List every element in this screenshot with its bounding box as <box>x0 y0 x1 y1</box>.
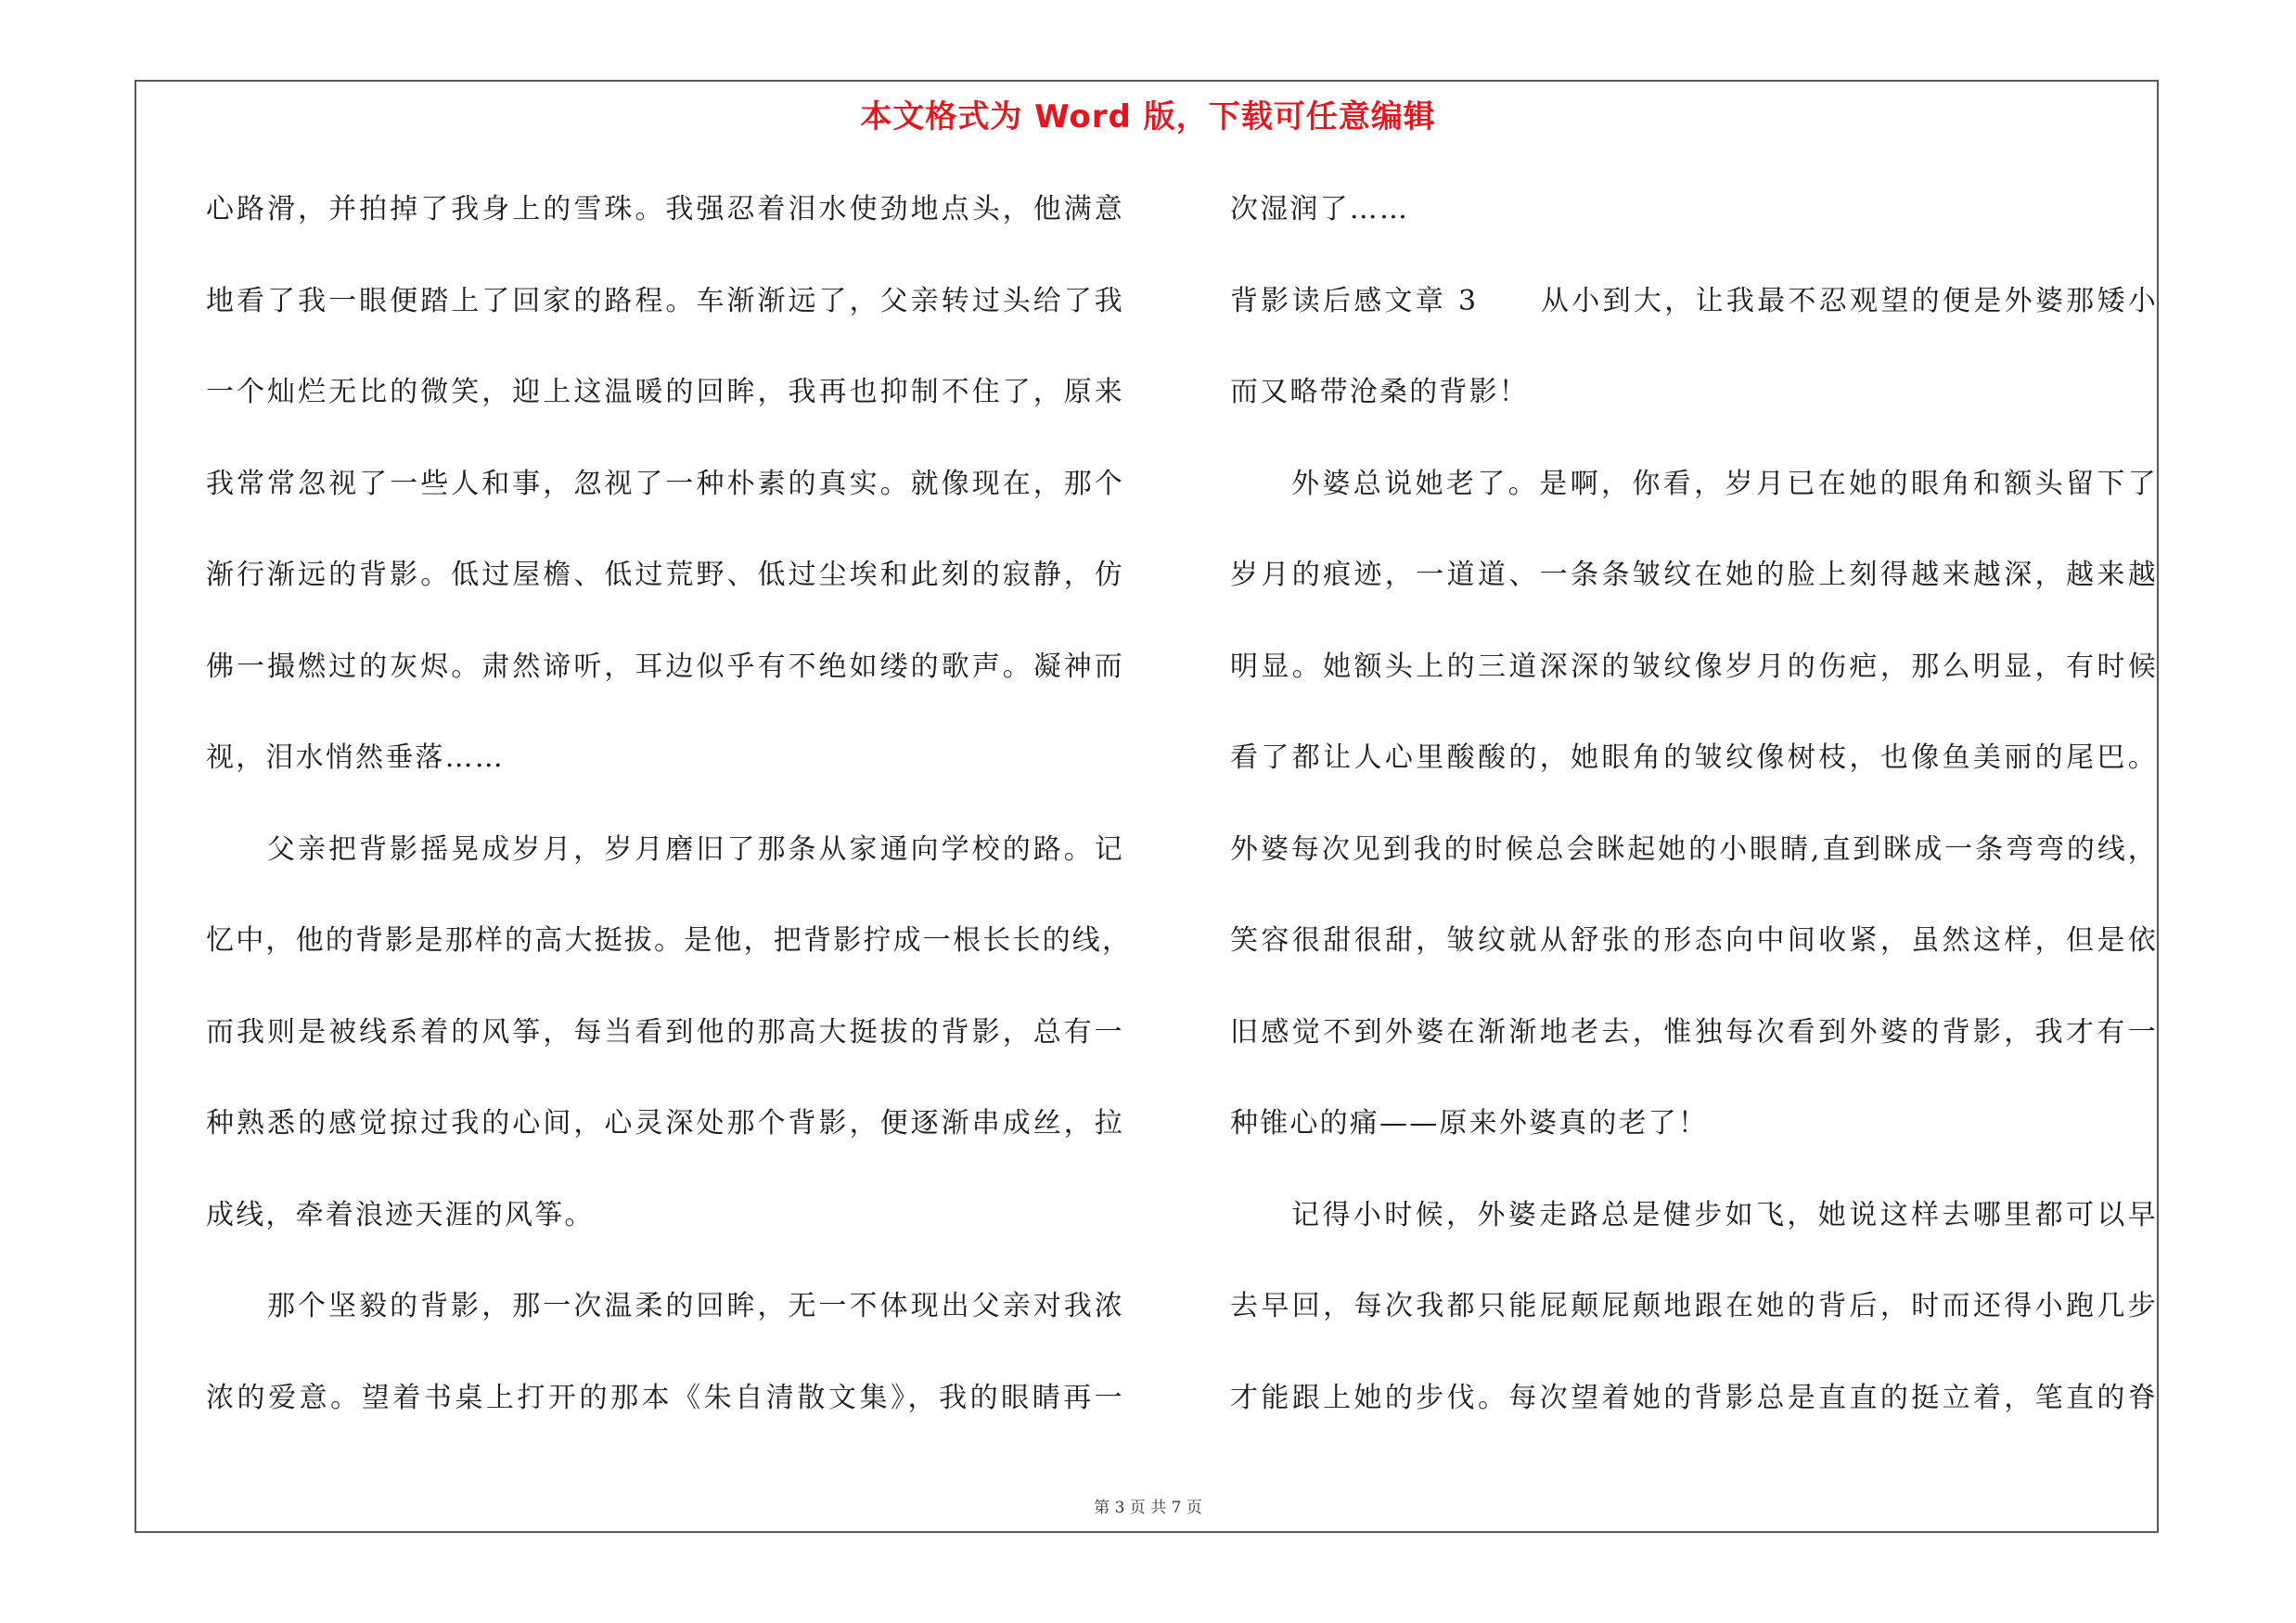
text-line: 视，泪水悄然垂落…… <box>206 741 505 774</box>
text-line: 我常常忽视了一些人和事，忽视了一种朴素的真实。就像现在，那个 <box>206 467 1124 500</box>
left-text-column <box>206 182 1133 1462</box>
text-line: 背影读后感文章 3 从小到大，让我最不忍观望的便是外婆那矮小 <box>1230 284 2158 317</box>
text-line: 而又略带沧桑的背影！ <box>1230 376 1529 408</box>
text-line: 笑容很甜很甜，皱纹就从舒张的形态向中间收紧，虽然这样，但是依 <box>1230 924 2158 957</box>
text-line: 一个灿烂无比的微笑，迎上这温暖的回眸，我再也抑制不住了，原来 <box>206 376 1124 408</box>
text-line: 佛一撮燃过的灰烬。肃然谛听，耳边似乎有不绝如缕的歌声。凝神而 <box>206 650 1124 683</box>
text-line: 那个坚毅的背影，那一次温柔的回眸，无一不体现出父亲对我浓 <box>267 1290 1124 1322</box>
document-banner: 本文格式为 Word 版，下载可任意编辑 <box>860 98 1436 135</box>
text-line: 看了都让人心里酸酸的，她眼角的皱纹像树枝，也像鱼美丽的尾巴。 <box>1230 741 2158 774</box>
text-line: 旧感觉不到外婆在渐渐地老去，惟独每次看到外婆的背影，我才有一 <box>1230 1015 2158 1049</box>
text-line: 才能跟上她的步伐。每次望着她的背影总是直直的挺立着，笔直的脊 <box>1230 1381 2158 1414</box>
text-line: 种熟悉的感觉掠过我的心间，心灵深处那个背影，便逐渐串成丝，拉 <box>206 1107 1124 1140</box>
text-line: 而我则是被线系着的风筝，每当看到他的那高大挺拔的背影，总有一 <box>206 1015 1124 1049</box>
page-number: 第 3 页 共 7 页 <box>1094 1499 1202 1517</box>
text-line: 外婆每次见到我的时候总会眯起她的小眼睛,直到眯成一条弯弯的线， <box>1230 832 2158 866</box>
text-line: 去早回，每次我都只能屁颠屁颠地跟在她的背后，时而还得小跑几步 <box>1230 1290 2158 1322</box>
text-line: 心路滑，并拍掉了我身上的雪珠。我强忍着泪水使劲地点头，他满意 <box>206 193 1124 225</box>
text-line: 浓的爱意。望着书桌上打开的那本《朱自清散文集》，我的眼睛再一 <box>206 1381 1124 1414</box>
text-line: 岁月的痕迹，一道道、一条条皱纹在她的脸上刻得越来越深，越来越 <box>1230 559 2158 591</box>
text-line: 明显。她额头上的三道深深的皱纹像岁月的伤疤，那么明显，有时候 <box>1230 650 2158 683</box>
text-line: 父亲把背影摇晃成岁月，岁月磨旧了那条从家通向学校的路。记 <box>267 832 1124 866</box>
text-line: 渐行渐远的背影。低过屋檐、低过荒野、低过尘埃和此刻的寂静，仿 <box>206 559 1124 591</box>
text-line: 地看了我一眼便踏上了回家的路程。车渐渐远了，父亲转过头给了我 <box>206 284 1124 317</box>
text-line: 种锥心的痛——原来外婆真的老了！ <box>1230 1107 1709 1140</box>
text-line: 次湿润了…… <box>1230 193 1410 225</box>
text-line: 忆中，他的背影是那样的高大挺拔。是他，把背影拧成一根长长的线， <box>206 924 1133 957</box>
text-line: 记得小时候，外婆走路总是健步如飞，她说这样去哪里都可以早 <box>1291 1198 2158 1231</box>
text-line: 成线，牵着浪迹天涯的风筝。 <box>206 1198 595 1231</box>
right-text-column <box>1230 182 2158 1462</box>
text-line: 外婆总说她老了。是啊，你看，岁月已在她的眼角和额头留下了 <box>1291 467 2158 500</box>
